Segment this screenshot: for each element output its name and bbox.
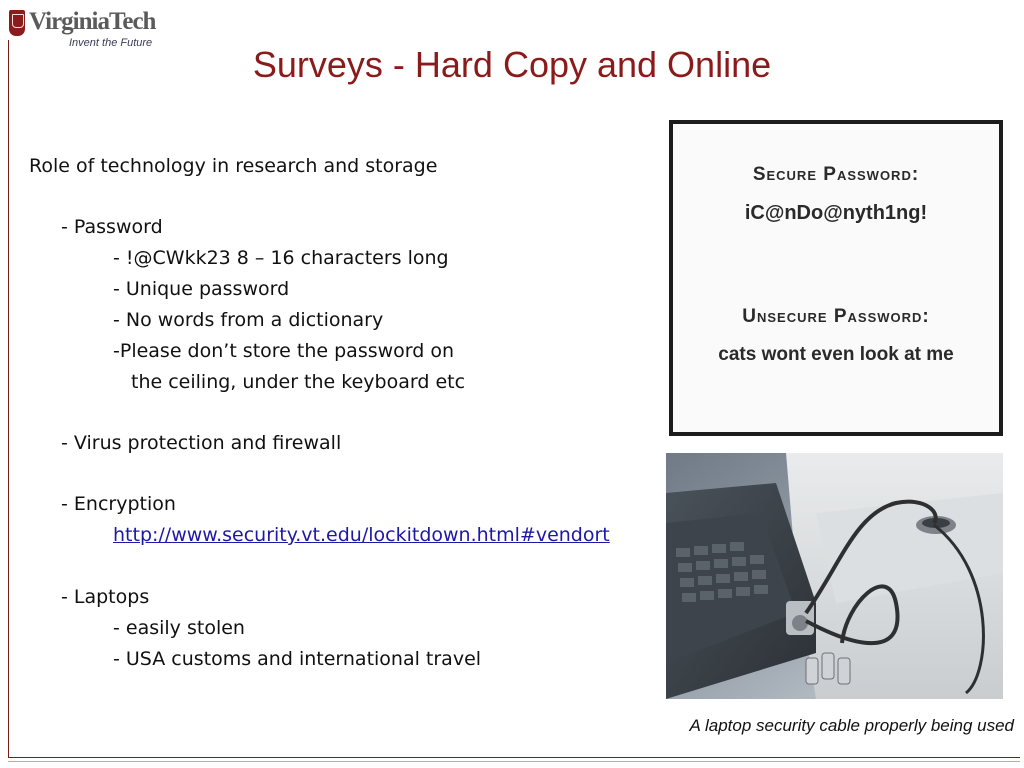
- laptop-item: - USA customs and international travel: [113, 648, 482, 670]
- password-item: - No words from a dictionary: [113, 309, 384, 331]
- unsecure-password-value: cats wont even look at me: [718, 344, 954, 365]
- slide-title: Surveys - Hard Copy and Online: [252, 44, 772, 85]
- secure-password-value: iC@nDo@nyth1ng!: [744, 202, 928, 224]
- logo-wordmark: VirginiaTech: [29, 8, 156, 35]
- left-rule: [8, 40, 9, 758]
- bottom-rule-secondary: [8, 761, 1020, 762]
- laptop-item: - easily stolen: [113, 617, 245, 639]
- unsecure-password-label: Unsecure Password:: [742, 306, 930, 327]
- laptop-security-cable-photo: [666, 453, 1003, 699]
- password-item: the ceiling, under the keyboard etc: [131, 371, 466, 393]
- password-item: - Unique password: [113, 278, 290, 300]
- logo-tagline: Invent the Future: [69, 37, 153, 49]
- vt-seal-icon: [9, 10, 25, 36]
- encryption-link[interactable]: http://www.security.vt.edu/lockitdown.html#vendort: [113, 524, 610, 546]
- password-item: -Please don’t store the password on: [113, 340, 455, 362]
- password-heading: - Password: [61, 216, 163, 238]
- password-example-image: [669, 120, 1003, 436]
- intro-line: Role of technology in research and storage: [29, 155, 438, 177]
- virus-line: - Virus protection and firewall: [61, 432, 342, 454]
- bottom-rule: [8, 757, 1020, 758]
- secure-password-label: Secure Password:: [752, 164, 920, 185]
- encryption-heading: - Encryption: [61, 493, 176, 515]
- laptops-heading: - Laptops: [61, 586, 150, 608]
- photo-caption: A laptop security cable properly being used: [689, 716, 1014, 735]
- password-item: - !@CWkk23 8 – 16 characters long: [113, 247, 449, 269]
